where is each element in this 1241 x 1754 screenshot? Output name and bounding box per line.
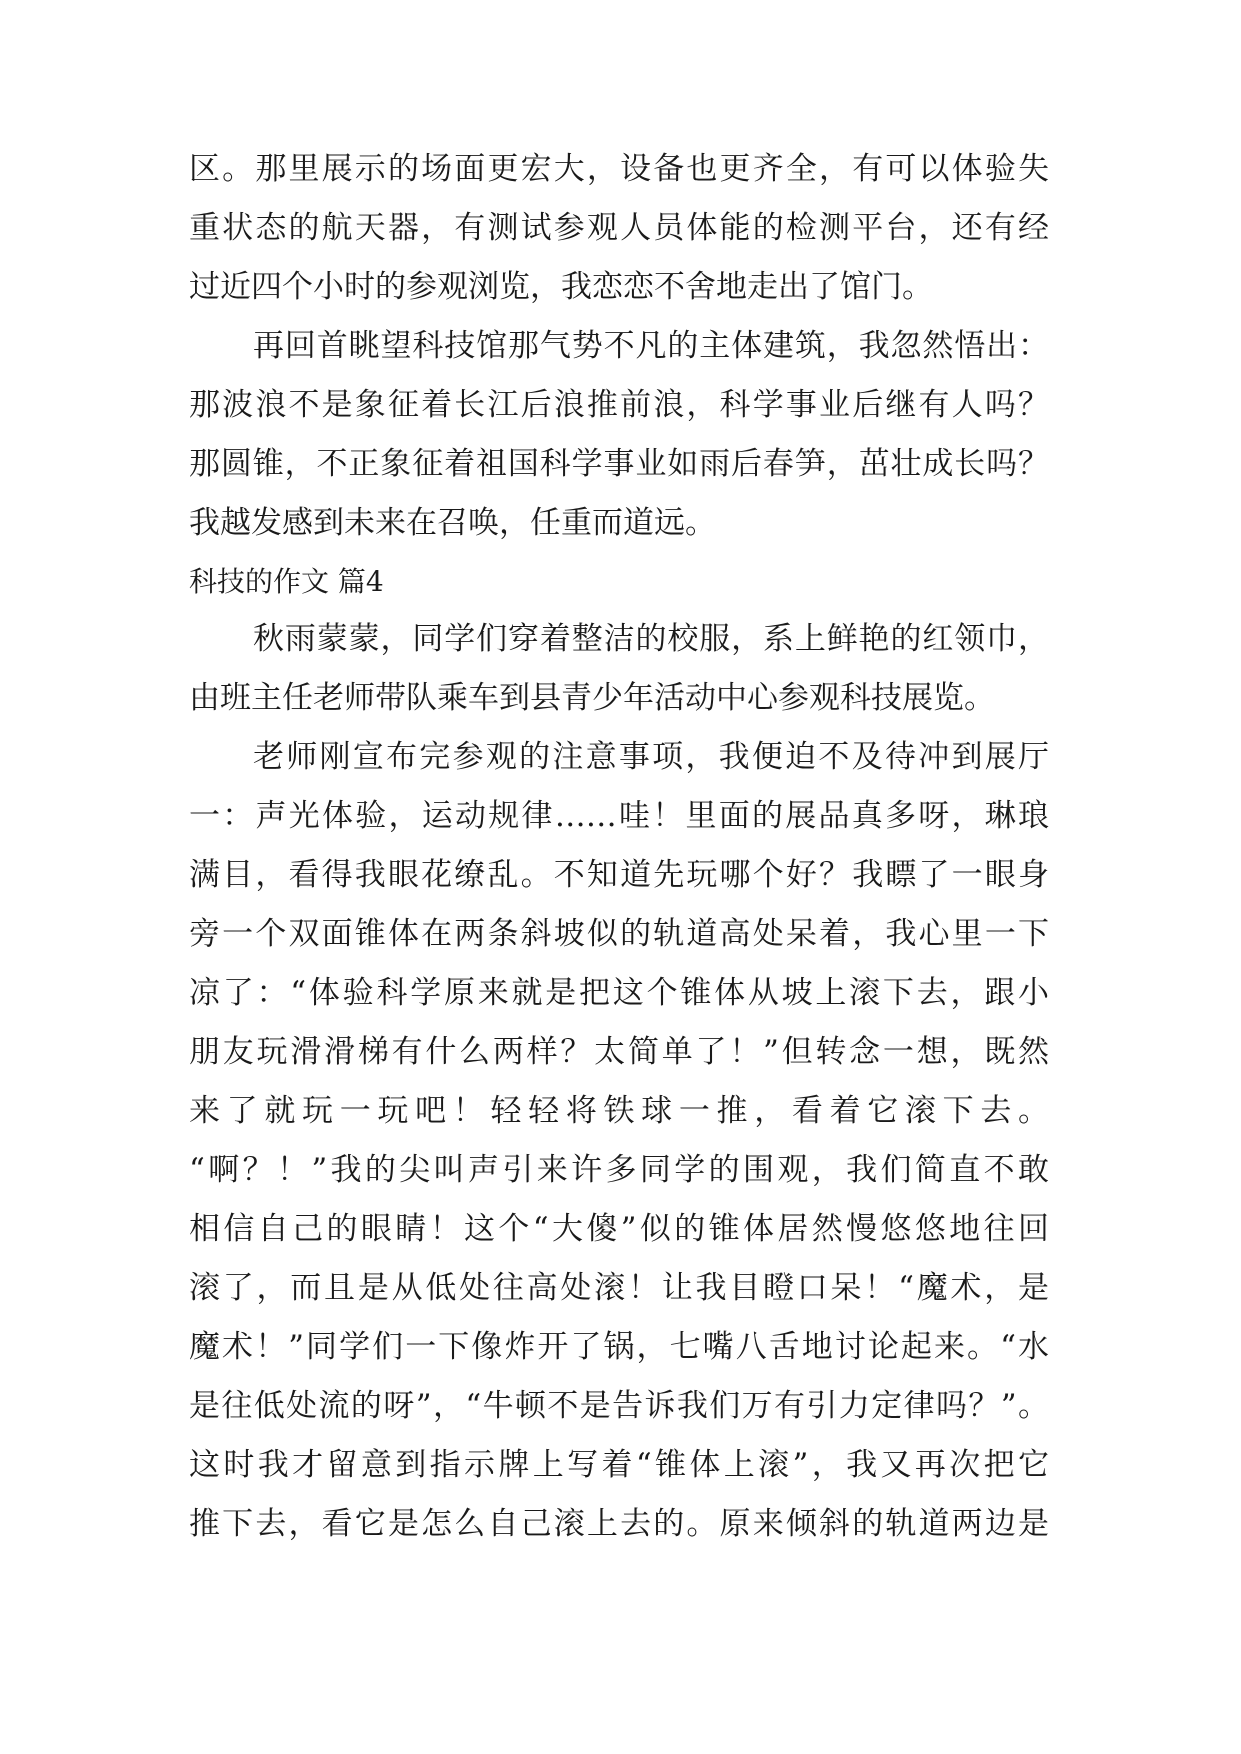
paragraph-line: 由班主任老师带队乘车到县青少年活动中心参观科技展览。 xyxy=(189,680,995,716)
paragraph-line: 秋雨蒙蒙，同学们穿着整洁的校服，系上鲜艳的红领巾， xyxy=(253,621,1049,657)
paragraph-line: 那圆锥，不正象征着祖国科学事业如雨后春笋，茁壮成长吗？ xyxy=(189,446,1049,482)
paragraph-line: 再回首眺望科技馆那气势不凡的主体建筑，我忽然悟出： xyxy=(253,328,1049,364)
paragraph-line: 过近四个小时的参观浏览，我恋恋不舍地走出了馆门。 xyxy=(189,269,933,305)
paragraph-line: 是往低处流的呀”，“牛顿不是告诉我们万有引力定律吗？”。 xyxy=(189,1388,1049,1424)
document-body xyxy=(189,140,1049,1554)
section-heading: 科技的作文 篇4 xyxy=(189,565,384,598)
paragraph-line: 老师刚宣布完参观的注意事项，我便迫不及待冲到展厅 xyxy=(253,739,1049,775)
paragraph-line: 重状态的航天器，有测试参观人员体能的检测平台，还有经 xyxy=(189,210,1049,246)
paragraph-line: 满目，看得我眼花缭乱。不知道先玩哪个好？我瞟了一眼身 xyxy=(189,857,1049,893)
paragraph-line: 旁一个双面锥体在两条斜坡似的轨道高处呆着，我心里一下 xyxy=(189,916,1049,952)
paragraph-line: 区。那里展示的场面更宏大，设备也更齐全，有可以体验失 xyxy=(189,151,1049,187)
paragraph-line: 来了就玩一玩吧！轻轻将铁球一推，看着它滚下去。 xyxy=(189,1093,1049,1129)
paragraph-line: 滚了，而且是从低处往高处滚！让我目瞪口呆！“魔术，是 xyxy=(189,1270,1049,1306)
paragraph-line: 朋友玩滑滑梯有什么两样？太简单了！”但转念一想，既然 xyxy=(189,1034,1049,1070)
paragraph-line: 魔术！”同学们一下像炸开了锅，七嘴八舌地讨论起来。“水 xyxy=(189,1329,1049,1365)
paragraph-line: 我越发感到未来在召唤，任重而道远。 xyxy=(189,505,716,541)
paragraph-line: 推下去，看它是怎么自己滚上去的。原来倾斜的轨道两边是 xyxy=(189,1506,1049,1542)
paragraph-line: 相信自己的眼睛！这个“大傻”似的锥体居然慢悠悠地往回 xyxy=(189,1211,1049,1247)
paragraph-line: “啊？！”我的尖叫声引来许多同学的围观，我们简直不敢 xyxy=(189,1152,1049,1188)
paragraph-line: 这时我才留意到指示牌上写着“锥体上滚”，我又再次把它 xyxy=(189,1447,1049,1483)
paragraph-line: 凉了：“体验科学原来就是把这个锥体从坡上滚下去，跟小 xyxy=(189,975,1049,1011)
paragraph-line: 一：声光体验，运动规律……哇！里面的展品真多呀，琳琅 xyxy=(189,798,1049,834)
paragraph-line: 那波浪不是象征着长江后浪推前浪，科学事业后继有人吗？ xyxy=(189,387,1049,423)
